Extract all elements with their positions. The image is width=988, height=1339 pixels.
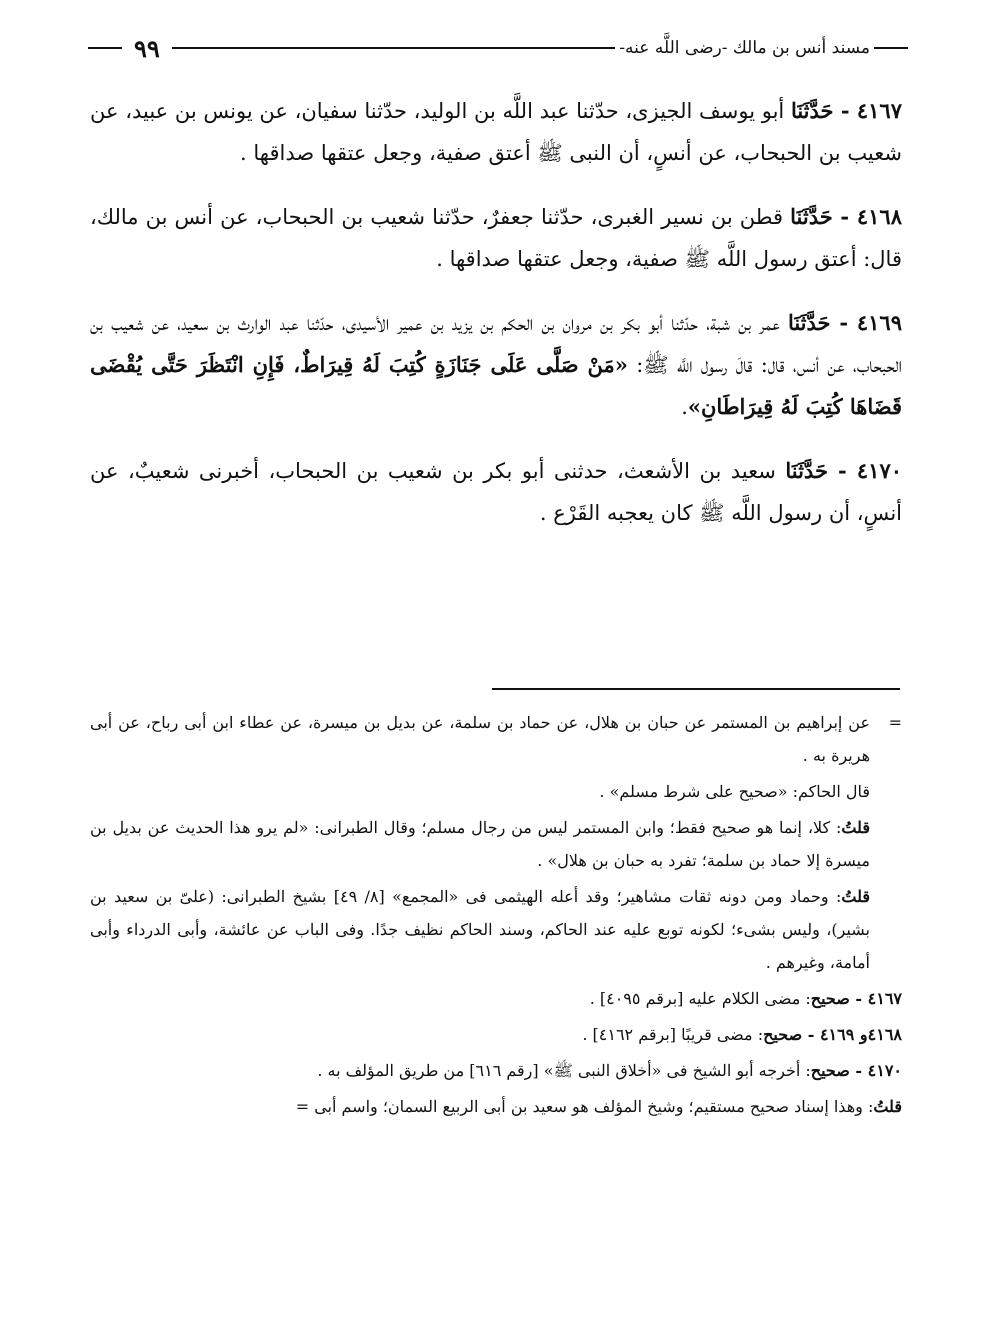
footnote-qultu-2 [90,880,902,979]
hadith-number: ٤١٦٨ [856,204,902,229]
prophetic-quote: «مَنْ صَلَّى عَلَى جَنَازَةٍ كُتِبَ لَهُ قِيرَاطٌ، فَإِنِ انْتَظَرَ حَتَّى يُقْضَى قَضَاهَا كُتِبَ لَهُ قِيرَاطَانِ» [90,352,902,419]
hadith-4168 [90,196,902,280]
hadith-dash: - [832,204,857,229]
hadith-text: قطن بن نسير الغبرى، حدّثنا جعفرٌ، حدّثنا شعيب بن الحبحاب، عن أنس بن مالك، قال: أعتق رسول اللَّه ﷺ صفية، وجعل عتقها صداقها . [90,205,902,271]
footnote-qultu-1 [90,811,902,877]
narration-keyword: حَدَّثَنَا [790,204,833,229]
footnote-separator [492,688,900,690]
footnote-hakim [90,775,902,808]
hadith-number: ٤١٦٧ [856,98,902,123]
hadith-dash: - [830,310,857,335]
running-title: مسند أنس بن مالك -رضى اللَّه عنه- [619,38,870,58]
page-number: ٩٩ [134,33,160,63]
grade-4170 [90,1054,902,1087]
hadith-tail: . [681,395,688,419]
footnote-text: : كلا، إنما هو صحيح فقط؛ وابن المستمر ليس من رجال مسلم؛ وقال الطبرانى: «لم يرو هذا الحديث عن بديل بن ميسرة إلا حماد بن سلمة؛ تفرد به حبان بن هلال» . [90,818,870,870]
hadith-number: ٤١٧٠ [856,458,903,483]
header-rule-left [88,47,122,49]
hadith-4167 [90,90,902,174]
qultu-label: قلتُ [841,818,870,837]
hadith-dash: - [827,458,857,483]
footnote-text: : وهذا إسناد صحيح مستقيم؛ وشيخ المؤلف هو سعيد بن أبى الربيع السمان؛ واسم أبى = [295,1097,874,1116]
qultu-label: قلتُ [841,887,871,906]
hadith-text: أبو يوسف الجيزى، حدّثنا عبد اللَّه بن الوليد، حدّثنا سفيان، عن يونس بن عبيد، عن شعيب بن الحبحاب، عن أنسٍ، أن النبى ﷺ أعتق صفية، وجعل عتقها صداقها . [90,99,902,165]
footnote-text: قال الحاكم: «صحيح على شرط مسلم» . [599,782,870,801]
footnote-qultu-3 [90,1090,902,1123]
grade-4167 [90,982,902,1015]
grade-text: : مضى الكلام عليه [برقم ٤٠٩٥] . [589,989,811,1008]
footnote-text: : وحماد ومن دونه ثقات مشاهير؛ وقد أعله الهيثمى فى «المجمع» [٨/ ٤٩] بشيخ الطبرانى: (علىّ بن سعيد بن بشير)، وليس بشىء؛ لكونه توبع عليه عند الحاكم، وسند الحاكم نظيف جدًا. وفى الباب عن عائشة، وأبى الدرداء وأبى أمامة، وغيرهم . [90,887,870,972]
hadith-body [90,90,902,556]
narration-keyword: حَدَّثَنَا [785,458,828,483]
footnotes [90,706,902,1126]
hadith-4169 [90,302,902,428]
grade-text: : مضى قريبًا [برقم ٤١٦٢] . [582,1025,764,1044]
hadith-dash: - [833,98,857,123]
narration-keyword: حَدَّثَنَا [790,98,834,123]
grade-label: صحيح [810,989,850,1008]
narration-keyword: حَدَّثَنَا [787,310,831,335]
running-header [88,30,908,66]
hadith-4170 [90,450,902,534]
hadith-text: عمر بن شبة، حدّثنا أبو بكر بن مروان بن الحكم بن يزيد بن عمير الأسيدى، حدّثنا عبد الوارث بن سعيد، عن شعيب بن الحبحاب، عن أنس، قال: قالَ رسول اللَّه ﷺ: [90,311,903,377]
grade-label: صحيح [763,1025,803,1044]
grade-text: : أخرجه أبو الشيخ فى «أخلاق النبى ﷺ» [رقم ٦١٦] من طريق المؤلف به . [317,1061,811,1080]
grade-numbers: ٤١٧٠ - [849,1061,902,1080]
grade-label: صحيح [810,1061,850,1080]
header-rule-right [874,47,908,49]
footnote-text: عن إبراهيم بن المستمر عن حبان بن هلال، عن حماد بن سلمة، عن بديل بن ميسرة، عن عطاء ابن أبى رباح، عن أبى هريرة به . [90,713,871,765]
grade-numbers: ٤١٦٧ - [849,989,902,1008]
hadith-text: سعيد بن الأشعث، حدثنى أبو بكر بن شعيب بن الحبحاب، أخبرنى شعيبٌ، عن أنسٍ، أن رسول اللَّه ﷺ كان يعجبه القَرْع . [90,459,902,525]
continuation-mark: = [888,713,902,732]
header-rule-middle [172,47,616,49]
grade-4168-4169 [90,1018,902,1051]
hadith-number: ٤١٦٩ [856,310,902,335]
qultu-label: قلتُ [873,1097,902,1116]
grade-numbers: ٤١٦٨و ٤١٦٩ - [802,1025,902,1044]
footnote-continuation [90,706,902,772]
